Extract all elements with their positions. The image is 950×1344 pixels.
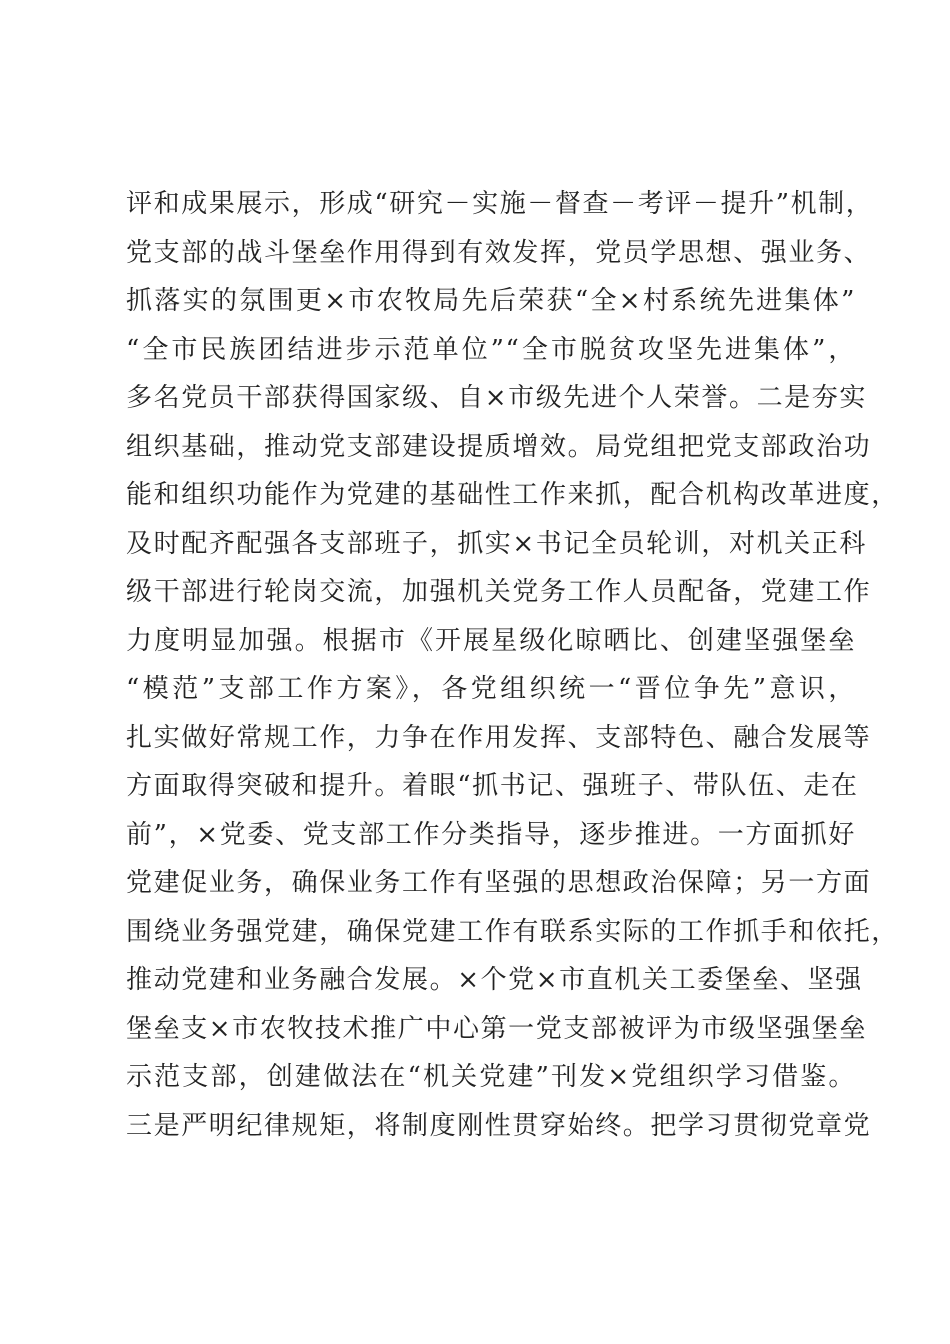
text-line: 方面取得突破和提升。着眼“抓书记、强班子、带队伍、走在	[126, 771, 859, 801]
text-line: 三是严明纪律规矩，将制度刚性贯穿始终。把学习贯彻党章党	[126, 1110, 872, 1141]
text-line: 力度明显加强。根据市《开展星级化晾晒比、创建坚强堡垒	[126, 625, 856, 656]
text-line: 评和成果展示，形成“研究－实施－督查－考评－提升”机制，	[126, 189, 874, 219]
text-line: “模范”支部工作方案》，各党组织统一“晋位争先”意识，	[126, 674, 856, 704]
text-line: 示范支部，创建做法在“机关党建”刊发×党组织学习借鉴。	[126, 1062, 856, 1092]
text-line: 前”，×党委、党支部工作分类指导，逐步推进。一方面抓好	[126, 819, 856, 850]
text-line: 组织基础，推动党支部建设提质增效。局党组把党支部政治功	[126, 431, 872, 462]
text-line: 多名党员干部获得国家级、自×市级先进个人荣誉。二是夯实	[126, 383, 867, 413]
text-line: 党支部的战斗堡垒作用得到有效发挥，党员学思想、强业务、	[126, 237, 872, 268]
text-line: “全市民族团结进步示范单位”“全市脱贫攻坚先进集体”，	[126, 334, 856, 365]
text-line: 围绕业务强党建，确保党建工作有联系实际的工作抓手和依托，	[126, 916, 899, 947]
text-line: 抓落实的氛围更×市农牧局先后荣获“全×村系统先进集体”	[126, 286, 856, 316]
body-text	[126, 180, 899, 1150]
text-line: 推动党建和业务融合发展。×个党×市直机关工委堡垒、坚强	[126, 965, 863, 995]
text-line: 及时配齐配强各支部班子，抓实×书记全员轮训，对机关正科	[126, 528, 867, 559]
text-line: 级干部进行轮岗交流，加强机关党务工作人员配备，党建工作	[126, 577, 872, 607]
text-line: 堡垒支×市农牧技术推广中心第一党支部被评为市级坚强堡垒	[126, 1013, 867, 1044]
text-line: 扎实做好常规工作，力争在作用发挥、支部特色、融合发展等	[126, 722, 872, 753]
text-line: 能和组织功能作为党建的基础性工作来抓，配合机构改革进度，	[126, 480, 899, 510]
text-line: 党建促业务，确保业务工作有坚强的思想政治保障；另一方面	[126, 868, 872, 898]
